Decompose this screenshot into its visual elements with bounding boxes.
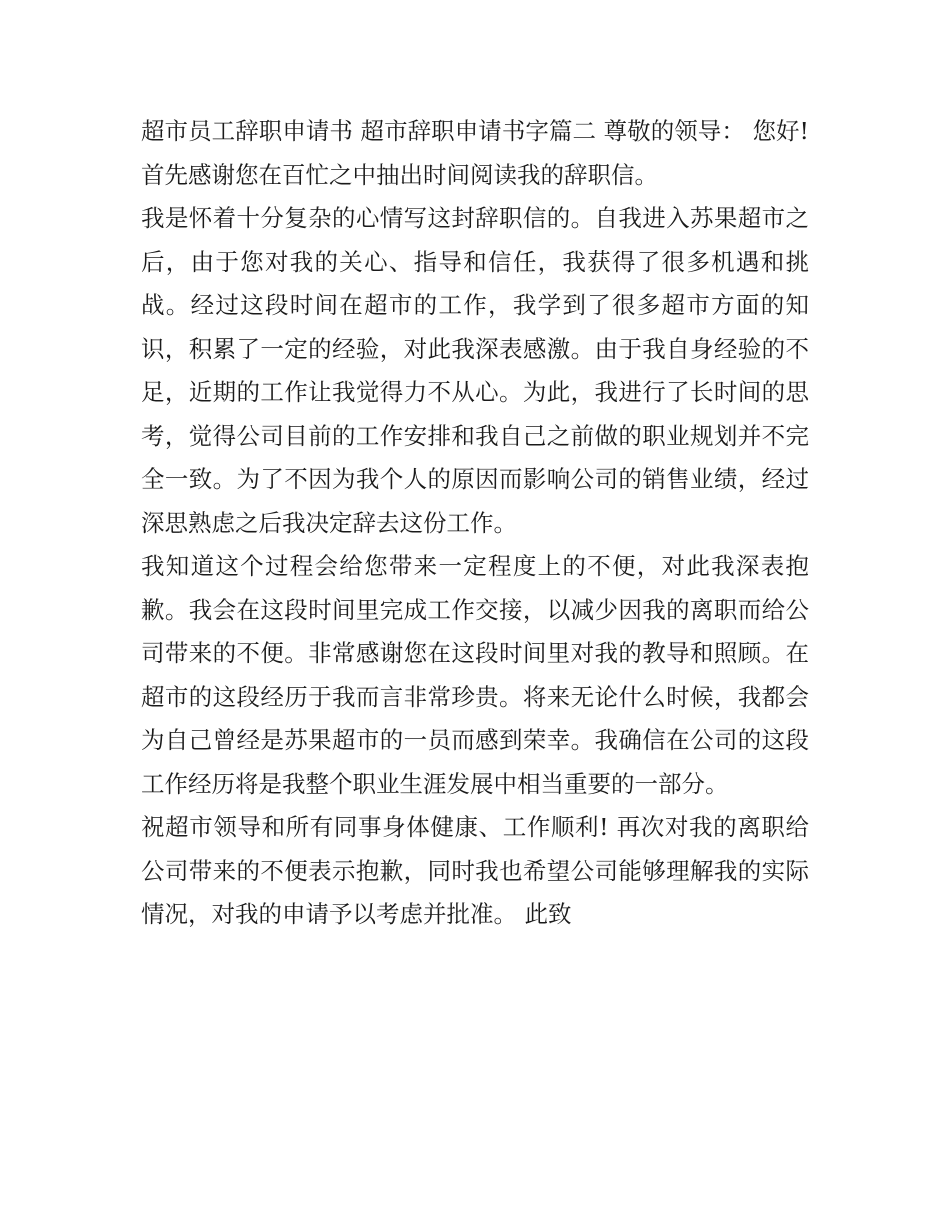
paragraph-greeting: 超市员工辞职申请书 超市辞职申请书字篇二 尊敬的领导： 您好! 首先感谢您在百忙之中抽出时间阅读我的辞职信。	[141, 117, 809, 189]
paragraph-apology: 我知道这个过程会给您带来一定程度上的不便，对此我深表抱歉。我会在这段时间里完成工作交接，以减少因我的离职而给公司带来的不便。非常感谢您在这段时间里对我的教导和照顾。在超市的这段经历于我而言非常珍贵。将来无论什么时候，我都会为自己曾经是苏果超市的一员而感到荣幸。我确信在公司的这段工作经历将是我整个职业生涯发展中相当重要的一部分。	[141, 552, 809, 798]
document-body	[141, 110, 809, 937]
paragraph-closing: 祝超市领导和所有同事身体健康、工作顺利! 再次对我的离职给公司带来的不便表示抱歉，同时我也希望公司能够理解我的实际情况，对我的申请予以考虑并批准。 此致	[141, 813, 809, 928]
paragraph-reason: 我是怀着十分复杂的心情写这封辞职信的。自我进入苏果超市之后，由于您对我的关心、指导和信任，我获得了很多机遇和挑战。经过这段时间在超市的工作，我学到了很多超市方面的知识，积累了一定的经验，对此我深表感激。由于我自身经验的不足，近期的工作让我觉得力不从心。为此，我进行了长时间的思考，觉得公司目前的工作安排和我自己之前做的职业规划并不完全一致。为了不因为我个人的原因而影响公司的销售业绩，经过深思熟虑之后我决定辞去这份工作。	[141, 204, 809, 537]
